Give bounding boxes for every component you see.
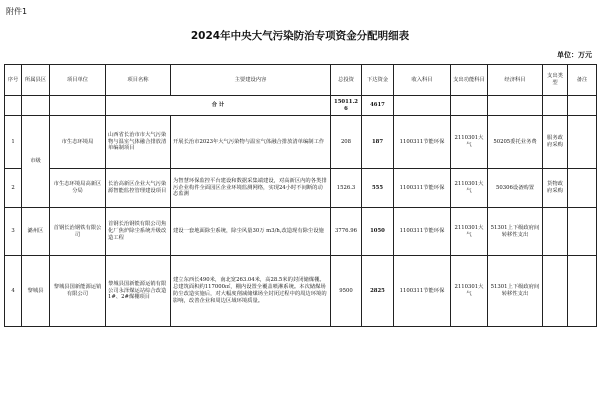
cell-economic: 51301上下级政府间转移性支出 xyxy=(488,208,543,256)
header-remark: 备注 xyxy=(568,65,597,96)
cell-remark xyxy=(568,116,597,169)
header-unit: 项目单位 xyxy=(50,65,106,96)
total-label: 合 计 xyxy=(106,96,331,116)
header-total: 总投资 xyxy=(331,65,362,96)
cell-content: 建立东西长490米，南北宽263.04米，高28.5米的封闭储煤棚。总建筑面积约117000㎡，棚内设置全覆盖喷淋系统。本次储煤场防尘改造实施后，对大幅度削减储煤场全封闭过程中的周边环境的影响，改善企业和周边区域环境质量。 xyxy=(171,256,331,327)
cell-income: 1100311节能环保 xyxy=(394,256,451,327)
cell-remark xyxy=(568,169,597,208)
cell-unit: 首钢长治钢铁有限公司 xyxy=(50,208,106,256)
cell-project: 山西省长治市市大气污染物与温室气体融合排放清单编制项目 xyxy=(106,116,171,169)
cell-county: 潞州区 xyxy=(22,208,50,256)
table-row xyxy=(5,208,597,256)
document-title: 2024年中央大气污染防治专项资金分配明细表 xyxy=(190,30,410,42)
cell-total: 208 xyxy=(331,116,362,169)
cell-county-merged: 市级 xyxy=(22,116,50,208)
attachment-label: 附件1 xyxy=(6,7,28,16)
total-investment: 15011.26 xyxy=(331,96,362,116)
cell-expense-type xyxy=(543,256,568,327)
cell-income: 1100311节能环保 xyxy=(394,116,451,169)
unit-label: 单位：万元 xyxy=(557,51,592,59)
cell-remark xyxy=(568,208,597,256)
cell-content: 为智慧环保监控平台建设和数据采集端建设，对高新区内的各类排污企业构件全面园区企业环境监测网络，实现24小时不间断的动态监测 xyxy=(171,169,331,208)
cell-income: 1100311节能环保 xyxy=(394,169,451,208)
table-row xyxy=(5,116,597,169)
header-seq: 序号 xyxy=(5,65,22,96)
cell-allocated: 2825 xyxy=(362,256,394,327)
table-row xyxy=(5,169,597,208)
cell-expense-type xyxy=(543,208,568,256)
cell-seq: 1 xyxy=(5,116,22,169)
cell-expense-func: 2110301大气 xyxy=(451,169,488,208)
cell-seq: 2 xyxy=(5,169,22,208)
table-header-row xyxy=(5,65,597,96)
header-expense-type: 支出类型 xyxy=(543,65,568,96)
cell-total: 1526.3 xyxy=(331,169,362,208)
allocation-table xyxy=(4,64,597,327)
cell-content: 建设一套地面除尘系统，除尘风量30万 m3/h,改造现有除尘设施 xyxy=(171,208,331,256)
cell-unit: 市生态环境局 xyxy=(50,116,106,169)
cell-expense-func: 2110301大气 xyxy=(451,256,488,327)
header-content: 主要建设内容 xyxy=(171,65,331,96)
cell-economic: 51301上下级政府间转移性支出 xyxy=(488,256,543,327)
cell-income: 1100311节能环保 xyxy=(394,208,451,256)
cell-allocated: 187 xyxy=(362,116,394,169)
cell-content: 开展长治市2023年大气污染物与温室气体融合排放清单编制工作 xyxy=(171,116,331,169)
cell-remark xyxy=(568,256,597,327)
total-allocated: 4617 xyxy=(362,96,394,116)
cell-unit: 市生态环境局高新区分局 xyxy=(50,169,106,208)
cell-allocated: 555 xyxy=(362,169,394,208)
cell-allocated: 1050 xyxy=(362,208,394,256)
cell-seq: 3 xyxy=(5,208,22,256)
cell-project: 首钢长治钢铁有限公司焦化厂焦炉除尘系统升级改造工程 xyxy=(106,208,171,256)
cell-county: 黎城县 xyxy=(22,256,50,327)
cell-economic: 50205委托业务费 xyxy=(488,116,543,169)
cell-unit: 黎城县国新能源运销有限公司 xyxy=(50,256,106,327)
cell-expense-func: 2110301大气 xyxy=(451,116,488,169)
cell-project: 黎城县国新能源运销有限公司永泽煤运站综合改造1#、2#煤棚项目 xyxy=(106,256,171,327)
cell-expense-type: 货物政府采购 xyxy=(543,169,568,208)
header-economic: 经济科目 xyxy=(488,65,543,96)
cell-total: 3776.96 xyxy=(331,208,362,256)
header-expense-func: 支出功能科目 xyxy=(451,65,488,96)
cell-economic: 50306设备购置 xyxy=(488,169,543,208)
header-income: 收入科目 xyxy=(394,65,451,96)
table-row-total xyxy=(5,96,597,116)
cell-expense-func: 2110301大气 xyxy=(451,208,488,256)
table-row xyxy=(5,256,597,327)
cell-seq: 4 xyxy=(5,256,22,327)
cell-expense-type: 服务政府采购 xyxy=(543,116,568,169)
cell-total: 9500 xyxy=(331,256,362,327)
header-project: 项目名称 xyxy=(106,65,171,96)
cell-project: 长治高新区企业大气污染源智能监控管理建设项目 xyxy=(106,169,171,208)
header-county: 所属县区 xyxy=(22,65,50,96)
header-allocated: 下达资金 xyxy=(362,65,394,96)
